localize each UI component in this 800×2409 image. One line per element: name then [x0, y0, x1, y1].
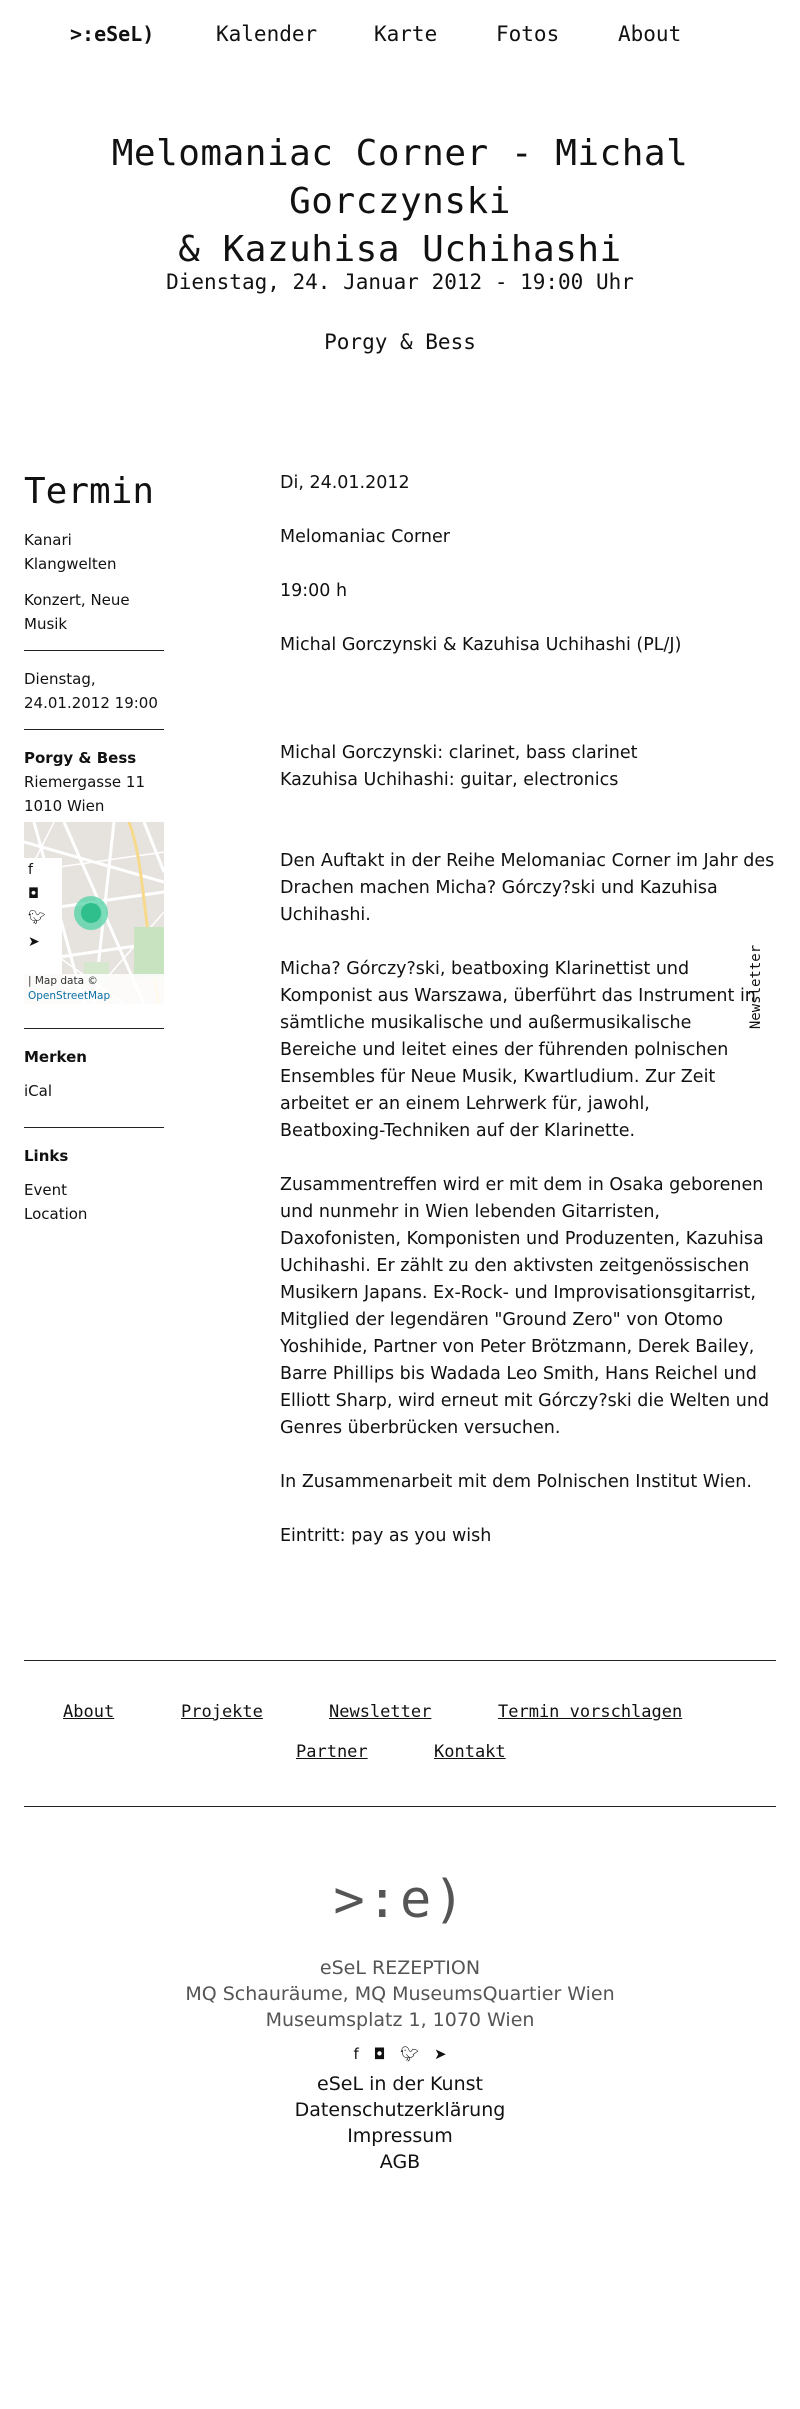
footer-link-kontakt[interactable]: Kontakt — [434, 1742, 506, 1762]
footer-link-about[interactable]: About — [63, 1702, 115, 1722]
divider — [24, 1127, 164, 1128]
event-date: Dienstag, 24. Januar 2012 - 19:00 Uhr — [166, 270, 634, 294]
venue-city: 1010 Wien — [24, 797, 105, 815]
footer-divider-bottom — [24, 1806, 776, 1807]
footer-divider-top — [24, 1660, 776, 1661]
facebook-icon[interactable]: f — [353, 2045, 359, 2063]
telegram-icon[interactable]: ➤ — [433, 2045, 447, 2063]
event-title-line-1: Melomaniac Corner - Michal Gorczynski — [111, 133, 689, 222]
map-share-bar — [24, 858, 62, 974]
event-location: Porgy & Bess — [324, 330, 476, 354]
twitter-icon[interactable]: 🐦︎ — [400, 2045, 420, 2063]
footer-link-impressum[interactable]: Impressum — [347, 2125, 453, 2147]
desc-time: 19:00 h — [280, 581, 348, 601]
desc-cooperation: In Zusammenarbeit mit dem Polnischen Institut Wien. — [280, 1472, 752, 1492]
footer-link-termin-vorschlagen[interactable]: Termin vorschlagen — [498, 1702, 683, 1722]
sidebar-heading: Termin — [24, 471, 155, 512]
footer-link-datenschutz[interactable]: Datenschutzerklärung — [294, 2099, 506, 2121]
event-title-line-2: & Kazuhisa Uchihashi — [178, 229, 622, 270]
nav-link-about[interactable]: About — [618, 22, 682, 46]
desc-artists: Michal Gorczynski & Kazuhisa Uchihashi (PL/J) — [280, 635, 682, 655]
twitter-icon[interactable]: 🐦︎ — [28, 910, 46, 926]
footer-rezeption: eSeL REZEPTION — [319, 1957, 481, 1979]
location-link[interactable]: Location — [24, 1205, 88, 1223]
instagram-icon[interactable]: ◘ — [373, 2045, 386, 2063]
event-link[interactable]: Event — [24, 1181, 67, 1199]
footer-link-projekte[interactable]: Projekte — [181, 1702, 263, 1722]
instagram-icon[interactable]: ◘ — [28, 886, 40, 902]
links-heading: Links — [24, 1147, 69, 1165]
footer-link-partner[interactable]: Partner — [296, 1742, 368, 1762]
event-sidebar — [24, 470, 164, 1226]
newsletter-tab-label[interactable]: Newsletter — [748, 944, 765, 1030]
top-nav — [0, 20, 800, 56]
organizer: Kanari Klangwelten — [24, 531, 117, 573]
footer-address: Museumsplatz 1, 1070 Wien — [265, 2009, 535, 2031]
map-pin-icon[interactable] — [73, 895, 109, 931]
divider — [24, 650, 164, 651]
ical-link[interactable]: iCal — [24, 1082, 53, 1100]
lineup-line: Michal Gorczynski: clarinet, bass clarinet — [280, 743, 638, 763]
nav-link-karte[interactable]: Karte — [374, 22, 438, 46]
divider — [24, 1028, 164, 1029]
desc-entry: Eintritt: pay as you wish — [280, 1526, 492, 1546]
telegram-icon[interactable]: ➤ — [28, 934, 40, 950]
site-logo[interactable]: >:eSeL) — [70, 22, 155, 46]
category: Konzert, Neue Musik — [24, 591, 130, 633]
footer-link-esel-kunst[interactable]: eSeL in der Kunst — [317, 2073, 483, 2095]
lineup-line: Kazuhisa Uchihashi: guitar, electronics — [280, 770, 619, 790]
footer-place: MQ Schauräume, MQ MuseumsQuartier Wien — [185, 1983, 615, 2005]
footer-social — [0, 2045, 800, 2063]
desc-date: Di, 24.01.2012 — [280, 473, 410, 493]
facebook-icon[interactable]: f — [28, 862, 33, 878]
nav-link-fotos[interactable]: Fotos — [496, 22, 560, 46]
newsletter-tab[interactable] — [748, 925, 782, 1055]
event-datetime: Dienstag, 24.01.2012 19:00 — [24, 670, 158, 712]
desc-series: Melomaniac Corner — [280, 527, 450, 547]
venue-name: Porgy & Bess — [24, 749, 137, 767]
venue-street: Riemergasse 11 — [24, 773, 145, 791]
map-attribution: | Map data © OpenStreetMap — [24, 974, 164, 1004]
footer-logo[interactable]: >:e) — [333, 1870, 467, 1930]
event-title — [0, 130, 800, 274]
osm-link[interactable]: OpenStreetMap — [28, 990, 111, 1002]
event-description — [280, 470, 780, 1577]
desc-bio-uchihashi: Zusammentreffen wird er mit dem in Osaka geborenen und nunmehr in Wien lebenden Gitarristen, Daxofonisten, Komponisten und Produzenten, Kazuhisa Uchihashi. Er zählt zu den aktivsten zeitgenössischen Musikern Japans. Ex-Rock- und Improvisationsgitarrist, Mitglied der legendären "Ground Zero" von Otomo Yoshihide, Partner von Peter Brötzmann, Derek Bailey, Barre Phillips bis Wadada Leo Smith, Hans Reichel und Elliott Sharp, wird erneut mit Górczy?ski die Welten und Genres überbrücken versuchen. — [280, 1175, 770, 1438]
desc-bio-gorczynski: Micha? Górczy?ski, beatboxing Klarinettist und Komponist aus Warszawa, überführt das Instrument in sämtliche musikalische und außermusikalische Bereiche und leitet eines der führenden polnischen Ensembles für Neue Musik, Kwartludium. Zur Zeit arbeitet er an einem Lehrwerk für, jawohl, Beatboxing-Techniken auf der Klarinette. — [280, 959, 756, 1141]
footer-link-newsletter[interactable]: Newsletter — [329, 1702, 432, 1722]
location-map[interactable] — [24, 822, 164, 1004]
divider — [24, 729, 164, 730]
merken-heading: Merken — [24, 1048, 87, 1066]
nav-link-kalender[interactable]: Kalender — [216, 22, 318, 46]
footer-link-agb[interactable]: AGB — [379, 2151, 421, 2173]
desc-intro: Den Auftakt in der Reihe Melomaniac Corner im Jahr des Drachen machen Micha? Górczy?ski und Kazuhisa Uchihashi. — [280, 851, 775, 925]
